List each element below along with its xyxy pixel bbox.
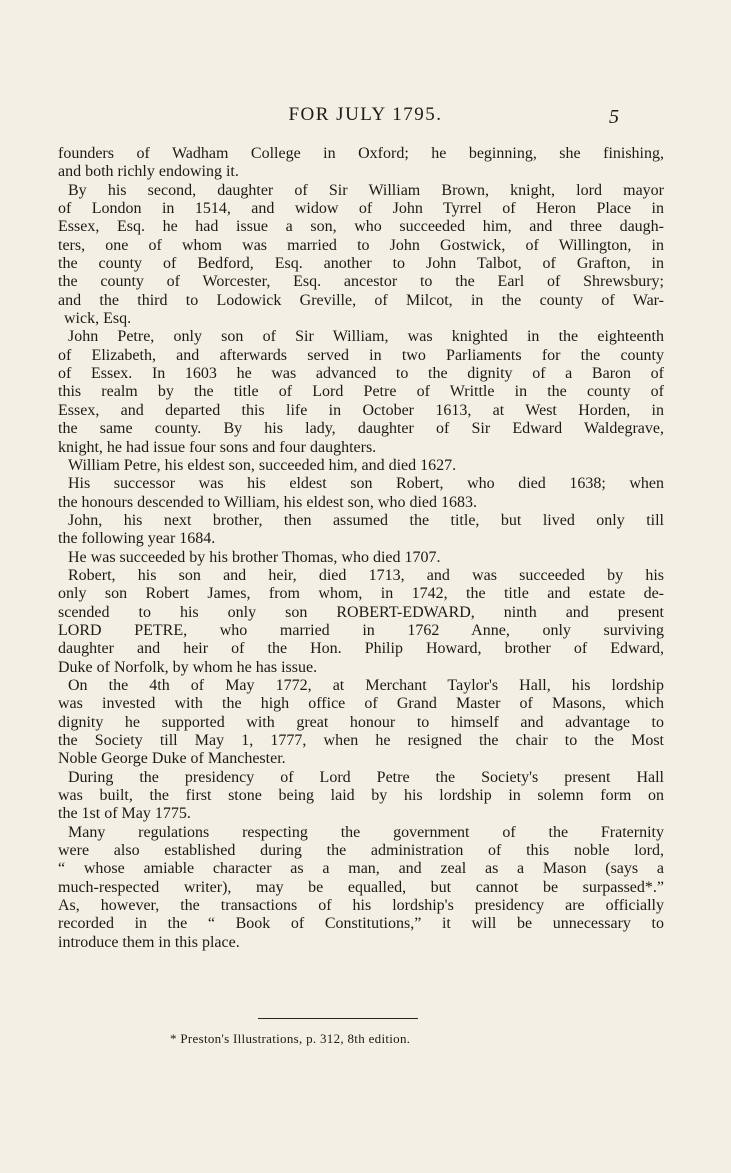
text-line: of London in 1514, and widow of John Tyrrel of Heron Place in xyxy=(58,200,664,218)
text-line: was invested with the high office of Grand Master of Masons, which xyxy=(58,695,664,713)
text-line: introduce them in this place. xyxy=(58,933,240,951)
text-line: He was succeeded by his brother Thomas, who died 1707. xyxy=(68,548,441,566)
text-line: the honours descended to William, his eldest son, who died 1683. xyxy=(58,493,477,511)
text-line: the county of Worcester, Esq. ancestor to the Earl of Shrewsbury; xyxy=(58,273,664,291)
text-line: and both richly endowing it. xyxy=(58,163,239,181)
text-line: On the 4th of May 1772, at Merchant Taylor's Hall, his lordship xyxy=(68,676,664,694)
text-line: John, his next brother, then assumed the title, but lived only till xyxy=(68,511,664,529)
text-line: William Petre, his eldest son, succeeded him, and died 1627. xyxy=(68,456,457,474)
text-line: founders of Wadham College in Oxford; he beginning, she finishing, xyxy=(58,145,664,162)
text-line: By his second, daughter of Sir William Brown, knight, lord mayor xyxy=(68,181,664,199)
text-line: Robert, his son and heir, died 1713, and was succeeded by his xyxy=(68,566,664,584)
text-line: Essex, Esq. he had issue a son, who succeeded him, and three daugh- xyxy=(58,218,664,236)
text-line: recorded in the “ Book of Constitutions,” it will be unnecessary to xyxy=(58,915,664,933)
text-line: scended to his only son ROBERT-EDWARD, ninth and present xyxy=(58,603,664,621)
footnote-rule xyxy=(258,1018,418,1019)
text-line: of Essex. In 1603 he was advanced to the dignity of a Baron of xyxy=(58,365,664,383)
footnote: * Preston's Illustrations, p. 312, 8th edition. xyxy=(170,1031,411,1046)
running-head: FOR JULY 1795. xyxy=(288,104,443,125)
text-line: John Petre, only son of Sir William, was knighted in the eighteenth xyxy=(68,328,664,346)
text-line: were also established during the administration of this noble lord, xyxy=(58,842,664,860)
text-line: only son Robert James, from whom, in 1742, the title and estate de- xyxy=(58,585,664,603)
text-line: Noble George Duke of Manchester. xyxy=(58,750,286,768)
text-line: “ whose amiable character as a man, and zeal as a Mason (says a xyxy=(58,860,664,878)
text-line: the same county. By his lady, daughter of Sir Edward Waldegrave, xyxy=(58,420,664,438)
text-line: this realm by the title of Lord Petre of Writtle in the county of xyxy=(58,383,664,401)
text-line: daughter and heir of the Hon. Philip Howard, brother of Edward, xyxy=(58,640,664,658)
text-line: the county of Bedford, Esq. another to John Talbot, of Grafton, in xyxy=(58,255,664,273)
text-line: was built, the first stone being laid by his lordship in solemn form on xyxy=(58,787,664,805)
text-line: much-respected writer), may be equalled, but cannot be surpassed*.” xyxy=(58,878,664,896)
text-line: His successor was his eldest son Robert, who died 1638; when xyxy=(68,475,664,493)
text-line: the following year 1684. xyxy=(58,530,216,548)
page-header xyxy=(0,104,731,134)
text-line: the Society till May 1, 1777, when he resigned the chair to the Most xyxy=(58,732,664,749)
body-text xyxy=(58,145,664,952)
text-line: As, however, the transactions of his lordship's presidency are officially xyxy=(58,897,664,915)
text-line: Duke of Norfolk, by whom he has issue. xyxy=(58,658,318,676)
text-line: knight, he had issue four sons and four daughters. xyxy=(58,438,377,456)
text-line: During the presidency of Lord Petre the Society's present Hall xyxy=(68,768,664,786)
text-line: and the third to Lodowick Greville, of Milcot, in the county of War- xyxy=(58,291,664,309)
text-line: Essex, and departed this life in October 1613, at West Horden, in xyxy=(58,401,664,419)
text-line: of Elizabeth, and afterwards served in two Parliaments for the county xyxy=(58,346,664,364)
text-line: LORD PETRE, who married in 1762 Anne, only surviving xyxy=(58,621,664,639)
page-number: 5 xyxy=(609,106,619,128)
text-line: wick, Esq. xyxy=(64,310,132,328)
text-line: ters, one of whom was married to John Gostwick, of Willington, in xyxy=(58,236,664,254)
text-line: Many regulations respecting the government of the Fraternity xyxy=(68,823,664,841)
text-line: the 1st of May 1775. xyxy=(58,805,191,823)
text-line: dignity he supported with great honour to himself and advantage to xyxy=(58,713,664,731)
